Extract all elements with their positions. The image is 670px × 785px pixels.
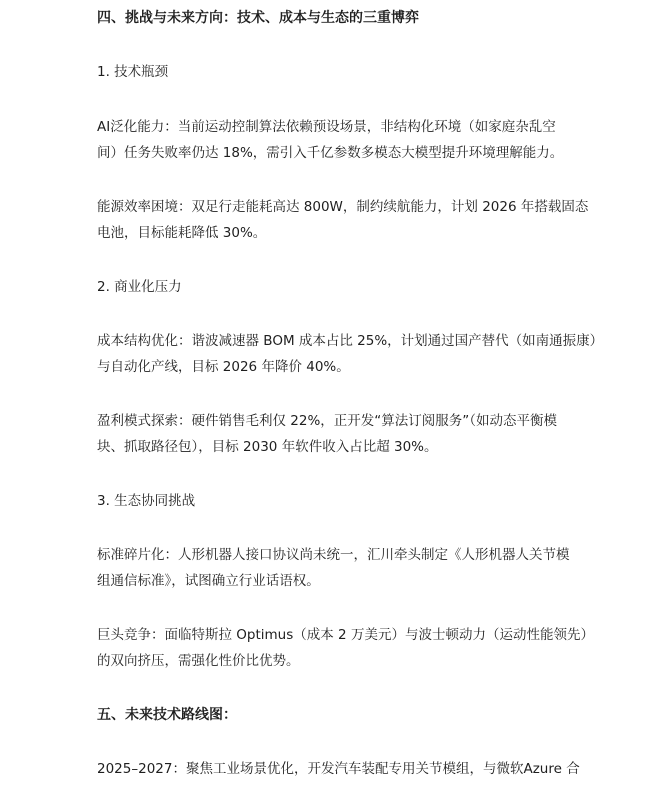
paragraph-cost-structure-line-1: 成本结构优化：谐波减速器 BOM 成本占比 25%，计划通过国产替代（如南通振康）: [97, 333, 604, 349]
section-4-heading: 四、挑战与未来方向：技术、成本与生态的三重博弈: [97, 10, 419, 26]
paragraph-standards-line-1: 标准碎片化：人形机器人接口协议尚未统一，汇川牵头制定《人形机器人关节模: [97, 547, 570, 563]
paragraph-competition-line-2: 的双向挤压，需强化性价比优势。: [97, 653, 300, 669]
subheading-commercialization: 2. 商业化压力: [97, 279, 182, 295]
paragraph-competition-line-1: 巨头竞争：面临特斯拉 Optimus（成本 2 万美元）与波士顿动力（运动性能领先）: [97, 627, 594, 643]
paragraph-profit-model-line-1: 盈利模式探索：硬件销售毛利仅 22%，正开发“算法订阅服务”（如动态平衡模: [97, 413, 558, 429]
paragraph-cost-structure-line-2: 与自动化产线，目标 2026 年降价 40%。: [97, 359, 350, 375]
paragraph-energy-efficiency-line-1: 能源效率困境：双足行走能耗高达 800W，制约续航能力，计划 2026 年搭载固态: [97, 199, 589, 215]
paragraph-roadmap-line-1: 2025–2027：聚焦工业场景优化，开发汽车装配专用关节模组，与微软Azure 合: [97, 761, 580, 777]
subheading-ecosystem: 3. 生态协同挑战: [97, 493, 196, 509]
subheading-tech-bottleneck: 1. 技术瓶颈: [97, 64, 169, 80]
paragraph-standards-line-2: 组通信标准》，试图确立行业话语权。: [97, 573, 320, 589]
paragraph-ai-generalization-line-2: 间）任务失败率仍达 18%，需引入千亿参数多模态大模型提升环境理解能力。: [97, 145, 564, 161]
paragraph-ai-generalization-line-1: AI泛化能力：当前运动控制算法依赖预设场景，非结构化环境（如家庭杂乱空: [97, 119, 556, 135]
paragraph-energy-efficiency-line-2: 电池，目标能耗降低 30%。: [97, 225, 267, 241]
paragraph-profit-model-line-2: 块、抓取路径包），目标 2030 年软件收入占比超 30%。: [97, 439, 438, 455]
section-5-heading: 五、未来技术路线图：: [97, 707, 237, 723]
